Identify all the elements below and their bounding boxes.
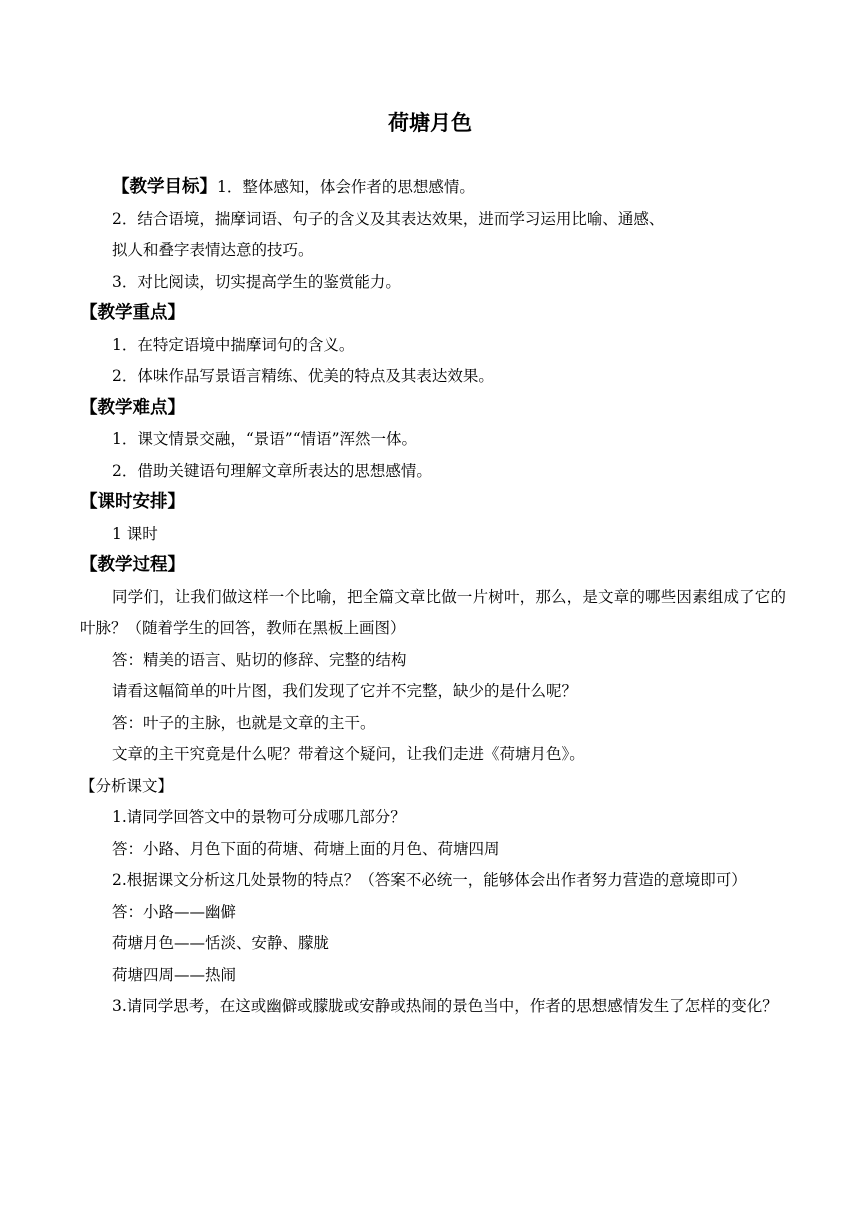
- page-title: 荷塘月色: [388, 111, 472, 135]
- document-body: [80, 172, 786, 1023]
- analysis-answer-2-moonlight: 荷塘月色——恬淡、安静、朦胧: [112, 934, 330, 952]
- objective-item-1: 1．整体感知，体会作者的思想感情。: [217, 178, 475, 196]
- schedule-value: 1 课时: [112, 524, 158, 543]
- objective-item-2-line-2: 拟人和叠字表情达意的技巧。: [112, 241, 314, 259]
- key-point-item-2: 2．体味作品写景语言精练、优美的特点及其表达效果。: [112, 367, 494, 385]
- analysis-answer-2-surroundings: 荷塘四周——热闹: [112, 965, 237, 984]
- analysis-question-1: 1.请同学回答文中的景物可分成哪几部分？: [112, 808, 406, 826]
- difficulties-heading: 【教学难点】: [80, 397, 185, 418]
- difficulty-item-1: 1．课文情景交融，“景语”“情语”浑然一体。: [112, 430, 418, 448]
- process-paragraph-1: 同学们，让我们做这样一个比喻，把全篇文章比做一片树叶，那么，是文章的哪些因素组成了它的叶脉？（随着学生的回答，教师在黑板上画图）: [80, 587, 786, 637]
- schedule-heading: 【课时安排】: [80, 492, 185, 512]
- difficulty-item-2: 2．借助关键语句理解文章所表达的思想感情。: [112, 461, 432, 480]
- objectives-line-1: [80, 172, 786, 204]
- process-paragraph-5: 文章的主干究竟是什么呢？带着这个疑问，让我们走进《荷塘月色》。: [112, 745, 585, 763]
- analysis-answer-1: 答：小路、月色下面的荷塘、荷塘上面的月色、荷塘四周: [112, 839, 500, 858]
- objective-item-2-line-1: 2．结合语境，揣摩词语、句子的含义及其表达效果，进而学习运用比喻、通感、: [112, 209, 665, 228]
- objective-item-3: 3．对比阅读，切实提高学生的鉴赏能力。: [112, 272, 401, 291]
- key-point-item-1: 1．在特定语境中揣摩词句的含义。: [112, 335, 355, 354]
- objectives-heading: 【教学目标】: [112, 177, 217, 197]
- analysis-answer-2-path: 答：小路——幽僻: [112, 902, 237, 921]
- analysis-question-2: 2.根据课文分析这几处景物的特点？（答案不必统一，能够体会出作者努力营造的意境即可）: [112, 871, 747, 889]
- process-paragraph-4: 答：叶子的主脉，也就是文章的主干。: [112, 713, 376, 732]
- process-heading: 【教学过程】: [80, 555, 185, 575]
- analysis-heading: 【分析课文】: [80, 776, 174, 795]
- key-points-heading: 【教学重点】: [80, 303, 185, 323]
- analysis-question-3: 3.请同学思考，在这或幽僻或朦胧或安静或热闹的景色当中，作者的思想感情发生了怎样的变化？: [112, 997, 778, 1015]
- process-paragraph-3: 请看这幅简单的叶片图，我们发现了它并不完整，缺少的是什么呢？: [112, 682, 578, 700]
- process-paragraph-2: 答：精美的语言、贴切的修辞、完整的结构: [112, 650, 407, 669]
